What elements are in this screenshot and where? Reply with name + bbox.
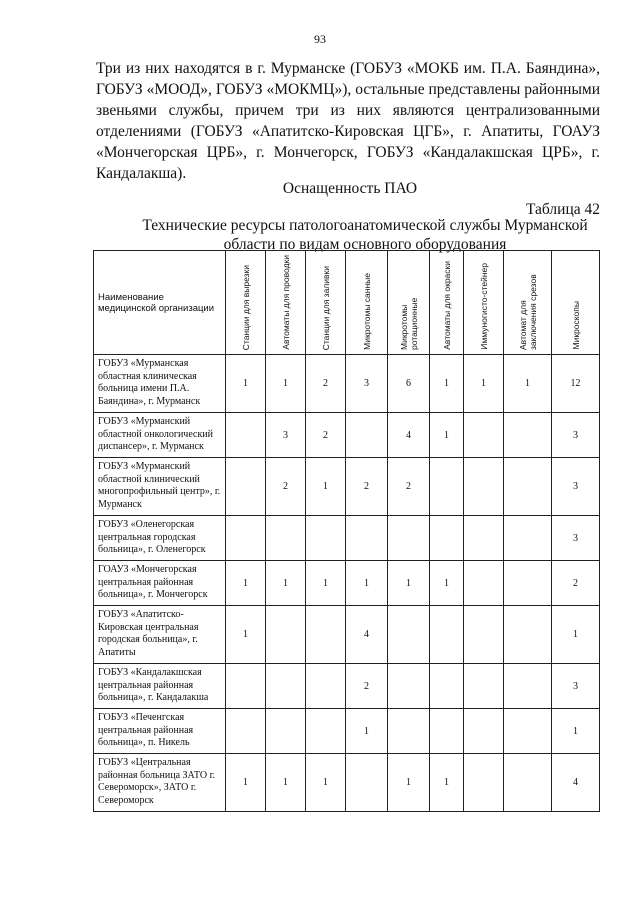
value-cell: 3 — [552, 458, 600, 516]
value-cell: 1 — [430, 754, 464, 812]
value-cell — [464, 606, 504, 664]
table-row — [94, 754, 600, 812]
value-cell — [266, 606, 306, 664]
table-row — [94, 355, 600, 413]
organization-name-cell: ГОАУЗ «Мончегорская центральная районная больница», г. Мончегорск — [94, 561, 226, 606]
value-cell — [464, 754, 504, 812]
value-cell — [504, 754, 552, 812]
value-cell: 1 — [346, 709, 388, 754]
value-cell — [464, 413, 504, 458]
value-cell — [266, 709, 306, 754]
value-cell — [504, 606, 552, 664]
value-cell — [430, 606, 464, 664]
value-cell — [464, 664, 504, 709]
value-cell — [430, 516, 464, 561]
value-cell: 1 — [504, 355, 552, 413]
header-label: Станции для заливки — [320, 265, 331, 350]
value-cell — [306, 709, 346, 754]
value-cell: 1 — [430, 355, 464, 413]
value-cell — [504, 413, 552, 458]
value-cell — [266, 516, 306, 561]
value-cell: 3 — [552, 516, 600, 561]
value-cell: 1 — [388, 561, 430, 606]
value-cell: 6 — [388, 355, 430, 413]
value-cell — [388, 516, 430, 561]
header-col — [504, 251, 552, 355]
table-row — [94, 413, 600, 458]
value-cell — [388, 709, 430, 754]
value-cell — [226, 709, 266, 754]
header-col — [226, 251, 266, 355]
header-col — [464, 251, 504, 355]
value-cell — [430, 664, 464, 709]
value-cell: 1 — [266, 754, 306, 812]
value-cell — [388, 664, 430, 709]
resources-table — [93, 250, 600, 812]
header-name: Наименование медицинской организации — [94, 251, 226, 355]
value-cell — [266, 664, 306, 709]
value-cell — [346, 754, 388, 812]
value-cell: 1 — [346, 561, 388, 606]
intro-paragraph: Три из них находятся в г. Мурманске (ГОБУЗ «МОКБ им. П.А. Баяндина», ГОБУЗ «МООД», ГОБУЗ «МОКМЦ»), остальные представлены районными звеньями службы, причем три из них являются централизованными отделениями (ГОБУЗ «Апатитско-Кировская ЦГБ», г. Апатиты, ГОАУЗ «Мончегорская ЦРБ», г. Мончегорск, ГОБУЗ «Кандалакшская ЦРБ», г. Кандалакша). — [96, 60, 600, 182]
value-cell: 3 — [346, 355, 388, 413]
value-cell — [464, 458, 504, 516]
value-cell: 1 — [226, 606, 266, 664]
organization-name-cell: ГОБУЗ «Печенгская центральная районная больница», п. Никель — [94, 709, 226, 754]
value-cell: 3 — [266, 413, 306, 458]
organization-name-cell: ГОБУЗ «Апатитско-Кировская центральная городская больница», г. Апатиты — [94, 606, 226, 664]
header-label: Микроскопы — [570, 301, 581, 350]
table-row — [94, 516, 600, 561]
value-cell: 1 — [430, 561, 464, 606]
header-col — [306, 251, 346, 355]
header-col — [552, 251, 600, 355]
value-cell: 1 — [306, 754, 346, 812]
header-col — [388, 251, 430, 355]
header-label: Станции для вырезки — [240, 264, 251, 350]
value-cell: 4 — [346, 606, 388, 664]
value-cell: 1 — [266, 561, 306, 606]
value-cell: 2 — [552, 561, 600, 606]
header-col — [346, 251, 388, 355]
header-label: Автоматы для окраски — [441, 261, 452, 350]
value-cell: 2 — [346, 458, 388, 516]
header-label: Иммуногисто-стейнер — [478, 263, 489, 350]
organization-name-cell: ГОБУЗ «Мурманская областная клиническая больница имени П.А. Баяндина», г. Мурманск — [94, 355, 226, 413]
value-cell: 1 — [430, 413, 464, 458]
value-cell: 1 — [226, 561, 266, 606]
value-cell: 4 — [388, 413, 430, 458]
value-cell — [346, 413, 388, 458]
organization-name-cell: ГОБУЗ «Мурманский областной клинический многопрофильный центр», г. Мурманск — [94, 458, 226, 516]
table-caption: Технические ресурсы патологоанатомической службы Мурманской области по видам основного оборудования — [142, 217, 588, 253]
table-row — [94, 458, 600, 516]
value-cell: 2 — [346, 664, 388, 709]
value-cell: 1 — [306, 458, 346, 516]
value-cell — [226, 664, 266, 709]
value-cell: 2 — [306, 413, 346, 458]
value-cell: 1 — [388, 754, 430, 812]
header-label: Автоматы для проводки — [280, 255, 291, 350]
table-body — [94, 355, 600, 812]
table-row — [94, 561, 600, 606]
value-cell: 12 — [552, 355, 600, 413]
organization-name-cell: ГОБУЗ «Центральная районная больница ЗАТО г. Североморск», ЗАТО г. Североморск — [94, 754, 226, 812]
value-cell: 2 — [266, 458, 306, 516]
value-cell: 4 — [552, 754, 600, 812]
value-cell: 1 — [552, 606, 600, 664]
header-label: Микротомы санные — [361, 273, 372, 350]
value-cell — [464, 561, 504, 606]
value-cell — [504, 709, 552, 754]
value-cell: 2 — [306, 355, 346, 413]
table-row — [94, 664, 600, 709]
value-cell — [306, 664, 346, 709]
organization-name-cell: ГОБУЗ «Мурманский областной онкологический диспансер», г. Мурманск — [94, 413, 226, 458]
value-cell: 3 — [552, 413, 600, 458]
table-header-row — [94, 251, 600, 355]
value-cell — [306, 516, 346, 561]
table-row — [94, 606, 600, 664]
table-row — [94, 709, 600, 754]
value-cell — [464, 709, 504, 754]
value-cell: 1 — [266, 355, 306, 413]
value-cell — [504, 458, 552, 516]
value-cell: 3 — [552, 664, 600, 709]
header-col — [430, 251, 464, 355]
value-cell: 1 — [464, 355, 504, 413]
value-cell — [226, 413, 266, 458]
value-cell — [464, 516, 504, 561]
value-cell — [226, 458, 266, 516]
value-cell: 2 — [388, 458, 430, 516]
page-number: 93 — [314, 32, 326, 46]
header-col — [266, 251, 306, 355]
section-title: Оснащенность ПАО — [282, 180, 418, 197]
value-cell: 1 — [226, 355, 266, 413]
value-cell — [226, 516, 266, 561]
value-cell: 1 — [552, 709, 600, 754]
value-cell — [388, 606, 430, 664]
value-cell — [306, 606, 346, 664]
value-cell — [346, 516, 388, 561]
value-cell — [430, 458, 464, 516]
value-cell: 1 — [306, 561, 346, 606]
organization-name-cell: ГОБУЗ «Оленегорская центральная городская больница», г. Оленегорск — [94, 516, 226, 561]
header-label: Автомат для заключения срезов — [517, 274, 538, 350]
value-cell: 1 — [226, 754, 266, 812]
header-label: Микротомы ротационные — [398, 297, 419, 350]
value-cell — [504, 561, 552, 606]
value-cell — [504, 516, 552, 561]
value-cell — [504, 664, 552, 709]
organization-name-cell: ГОБУЗ «Кандалакшская центральная районная больница», г. Кандалакша — [94, 664, 226, 709]
value-cell — [430, 709, 464, 754]
table-label: Таблица 42 — [525, 201, 600, 218]
